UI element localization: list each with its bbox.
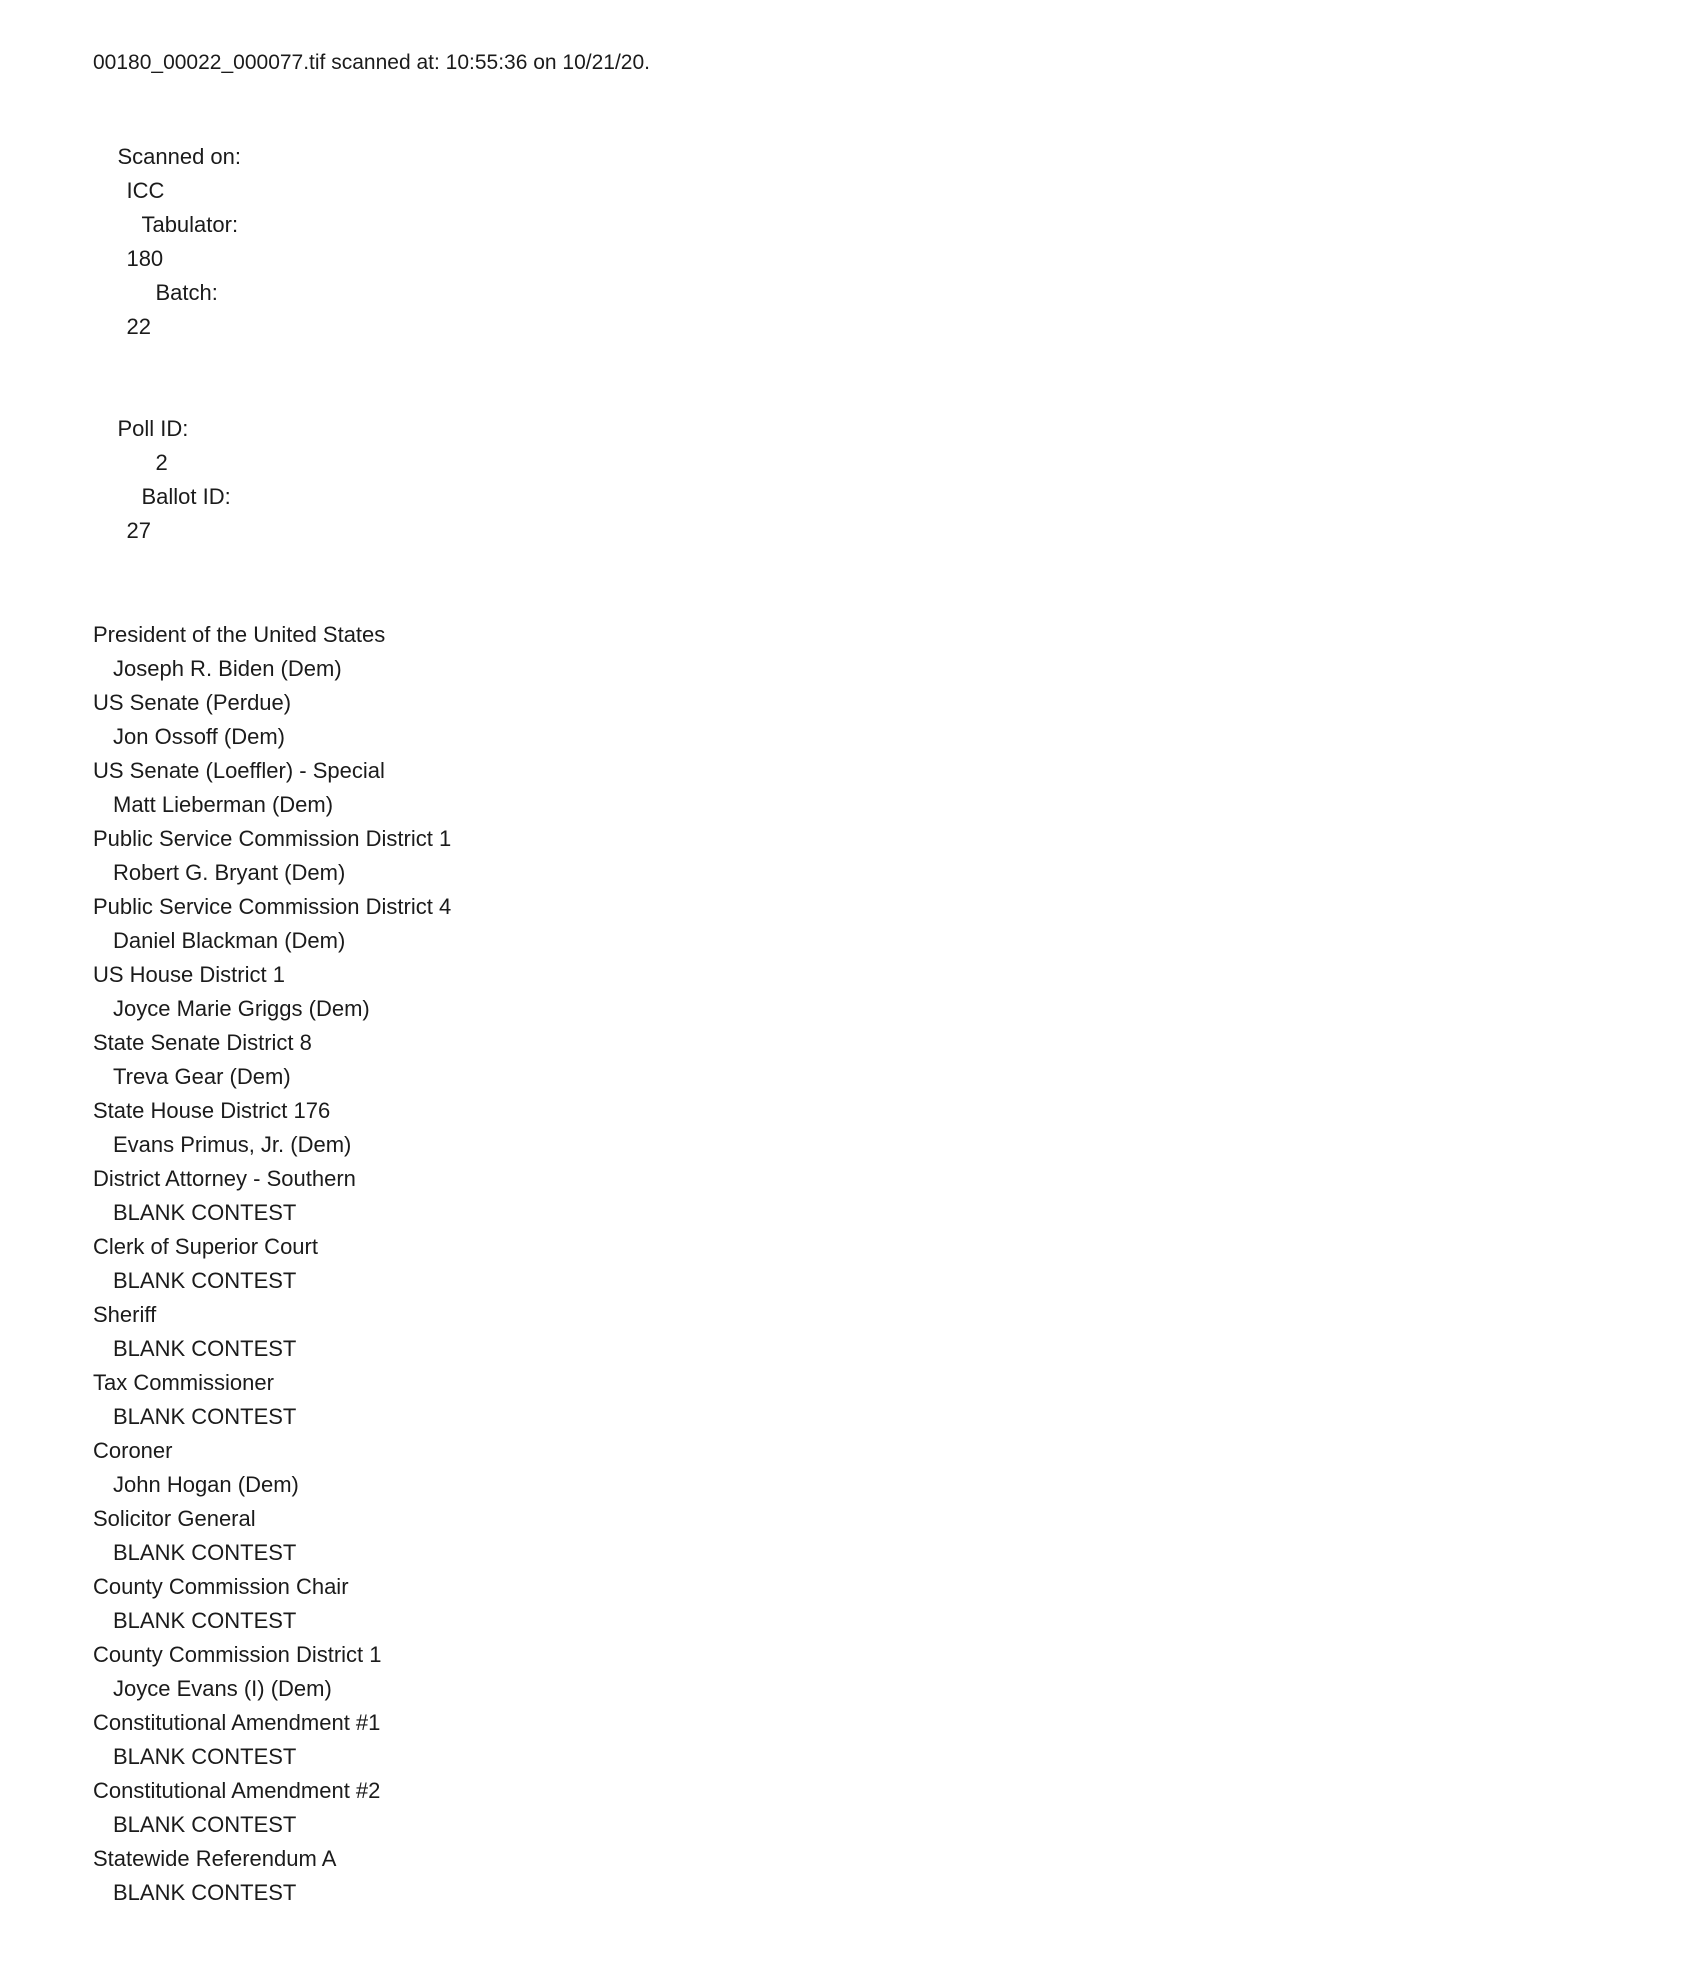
contest-title: State Senate District 8 [93, 1030, 312, 1055]
contest-choice: BLANK CONTEST [113, 1200, 297, 1225]
contest-block [93, 958, 1645, 1026]
contest-title: US Senate (Perdue) [93, 690, 292, 715]
contest-block [93, 1366, 1645, 1434]
scan-meta-line-1 [93, 106, 1645, 378]
contest-block [93, 1570, 1645, 1638]
contest-choice: BLANK CONTEST [113, 1336, 297, 1361]
contest-block [93, 1638, 1645, 1706]
poll-id-label: Poll ID: [117, 416, 189, 441]
contest-choice: BLANK CONTEST [113, 1404, 297, 1429]
contest-block [93, 1230, 1645, 1298]
scan-filename-line: 00180_00022_000077.tif scanned at: 10:55:36 on 10/21/20. [93, 51, 650, 74]
contest-choice: Joyce Evans (I) (Dem) [113, 1676, 332, 1701]
batch-value: 22 [126, 314, 151, 339]
contest-block [93, 618, 1645, 686]
contest-title: Public Service Commission District 1 [93, 826, 452, 851]
contest-choice: BLANK CONTEST [113, 1268, 297, 1293]
contest-block [93, 1434, 1645, 1502]
contest-choice: John Hogan (Dem) [113, 1472, 299, 1497]
tabulator-value: 180 [126, 246, 164, 271]
contest-block [93, 754, 1645, 822]
contest-title: County Commission Chair [93, 1574, 349, 1599]
contest-choice: BLANK CONTEST [113, 1812, 297, 1837]
poll-id-value: 2 [155, 450, 168, 475]
contest-title: Coroner [93, 1438, 173, 1463]
contest-block [93, 822, 1645, 890]
contest-block [93, 1026, 1645, 1094]
contest-block [93, 686, 1645, 754]
scan-meta-line-2 [93, 378, 1645, 582]
contest-choice: BLANK CONTEST [113, 1744, 297, 1769]
contest-title: Solicitor General [93, 1506, 256, 1531]
contest-title: District Attorney - Southern [93, 1166, 356, 1191]
contest-choice: BLANK CONTEST [113, 1880, 297, 1905]
ballot-id-label: Ballot ID: [141, 484, 231, 509]
ballot-id-value: 27 [126, 518, 151, 543]
contest-choice: Matt Lieberman (Dem) [113, 792, 334, 817]
contest-block [93, 1842, 1645, 1910]
contest-choice: Daniel Blackman (Dem) [113, 928, 346, 953]
contest-choice: Jon Ossoff (Dem) [113, 724, 285, 749]
contest-choice: Evans Primus, Jr. (Dem) [113, 1132, 352, 1157]
contest-block [93, 1094, 1645, 1162]
contest-choice: Joyce Marie Griggs (Dem) [113, 996, 370, 1021]
contest-title: US House District 1 [93, 962, 285, 987]
contest-title: Statewide Referendum A [93, 1846, 337, 1871]
contest-block [93, 1298, 1645, 1366]
contest-block [93, 1706, 1645, 1774]
contest-title: State House District 176 [93, 1098, 331, 1123]
scanned-on-label: Scanned on: [117, 144, 241, 169]
contest-choice: Treva Gear (Dem) [113, 1064, 291, 1089]
contest-title: County Commission District 1 [93, 1642, 382, 1667]
batch-label: Batch: [155, 280, 218, 305]
contest-choice: BLANK CONTEST [113, 1540, 297, 1565]
contest-block [93, 890, 1645, 958]
contest-title: Clerk of Superior Court [93, 1234, 318, 1259]
contest-title: US Senate (Loeffler) - Special [93, 758, 385, 783]
contest-choice: Robert G. Bryant (Dem) [113, 860, 346, 885]
contest-title: Sheriff [93, 1302, 157, 1327]
contest-title: President of the United States [93, 622, 386, 647]
contest-title: Tax Commissioner [93, 1370, 274, 1395]
tabulator-label: Tabulator: [141, 212, 239, 237]
contest-list [93, 618, 1645, 1910]
contest-title: Constitutional Amendment #2 [93, 1778, 381, 1803]
contest-block [93, 1502, 1645, 1570]
contest-block [93, 1774, 1645, 1842]
scanned-on-value: ICC [126, 178, 165, 203]
contest-choice: Joseph R. Biden (Dem) [113, 656, 342, 681]
contest-choice: BLANK CONTEST [113, 1608, 297, 1633]
contest-title: Constitutional Amendment #1 [93, 1710, 381, 1735]
contest-block [93, 1162, 1645, 1230]
contest-title: Public Service Commission District 4 [93, 894, 452, 919]
